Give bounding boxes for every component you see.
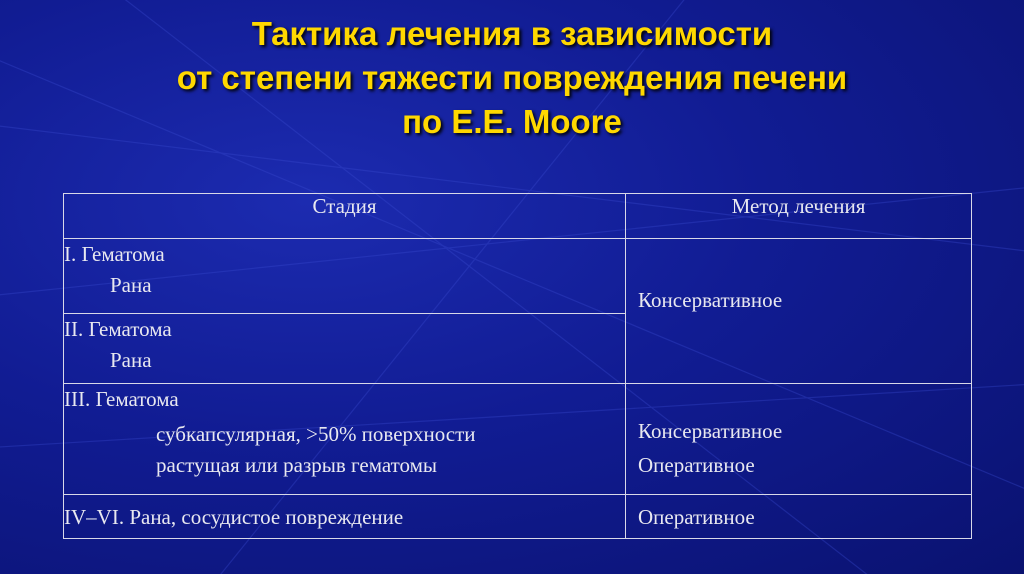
title-line-2: от степени тяжести повреждения печени [176,59,848,96]
stage-grade: II. Гематома [64,317,172,341]
stage-detail: субкапсулярная, >50% поверхности [156,422,476,446]
stage-detail: растущая или разрыв гематомы [156,453,438,477]
stage-cell [64,384,626,495]
stage-detail: Рана [110,273,152,297]
method-cell [626,239,972,384]
method-text: Консервативное [638,288,783,312]
stage-grade: III. Гематома [64,387,179,411]
method-cell [626,495,972,539]
method-text: Консервативное [638,419,783,443]
title-line-3: по E.E. Moore [402,103,622,140]
stage-cell [64,495,626,539]
stage-cell [64,239,626,314]
stage-detail: Рана [110,348,152,372]
table-row [64,384,972,495]
header-method: Метод лечения [626,194,972,239]
stage-cell [64,314,626,384]
table-header-row [64,194,972,239]
table-row [64,495,972,539]
slide-title [0,12,1024,144]
title-line-1: Тактика лечения в зависимости [251,15,773,52]
treatment-table [63,193,972,539]
table-row [64,239,972,314]
method-text: Оперативное [638,504,755,529]
header-stage: Стадия [64,194,626,239]
stage-grade: I. Гематома [64,242,165,266]
stage-grade: IV–VI. Рана, сосудистое повреждение [64,505,404,529]
method-cell [626,384,972,495]
method-text: Оперативное [638,453,755,477]
